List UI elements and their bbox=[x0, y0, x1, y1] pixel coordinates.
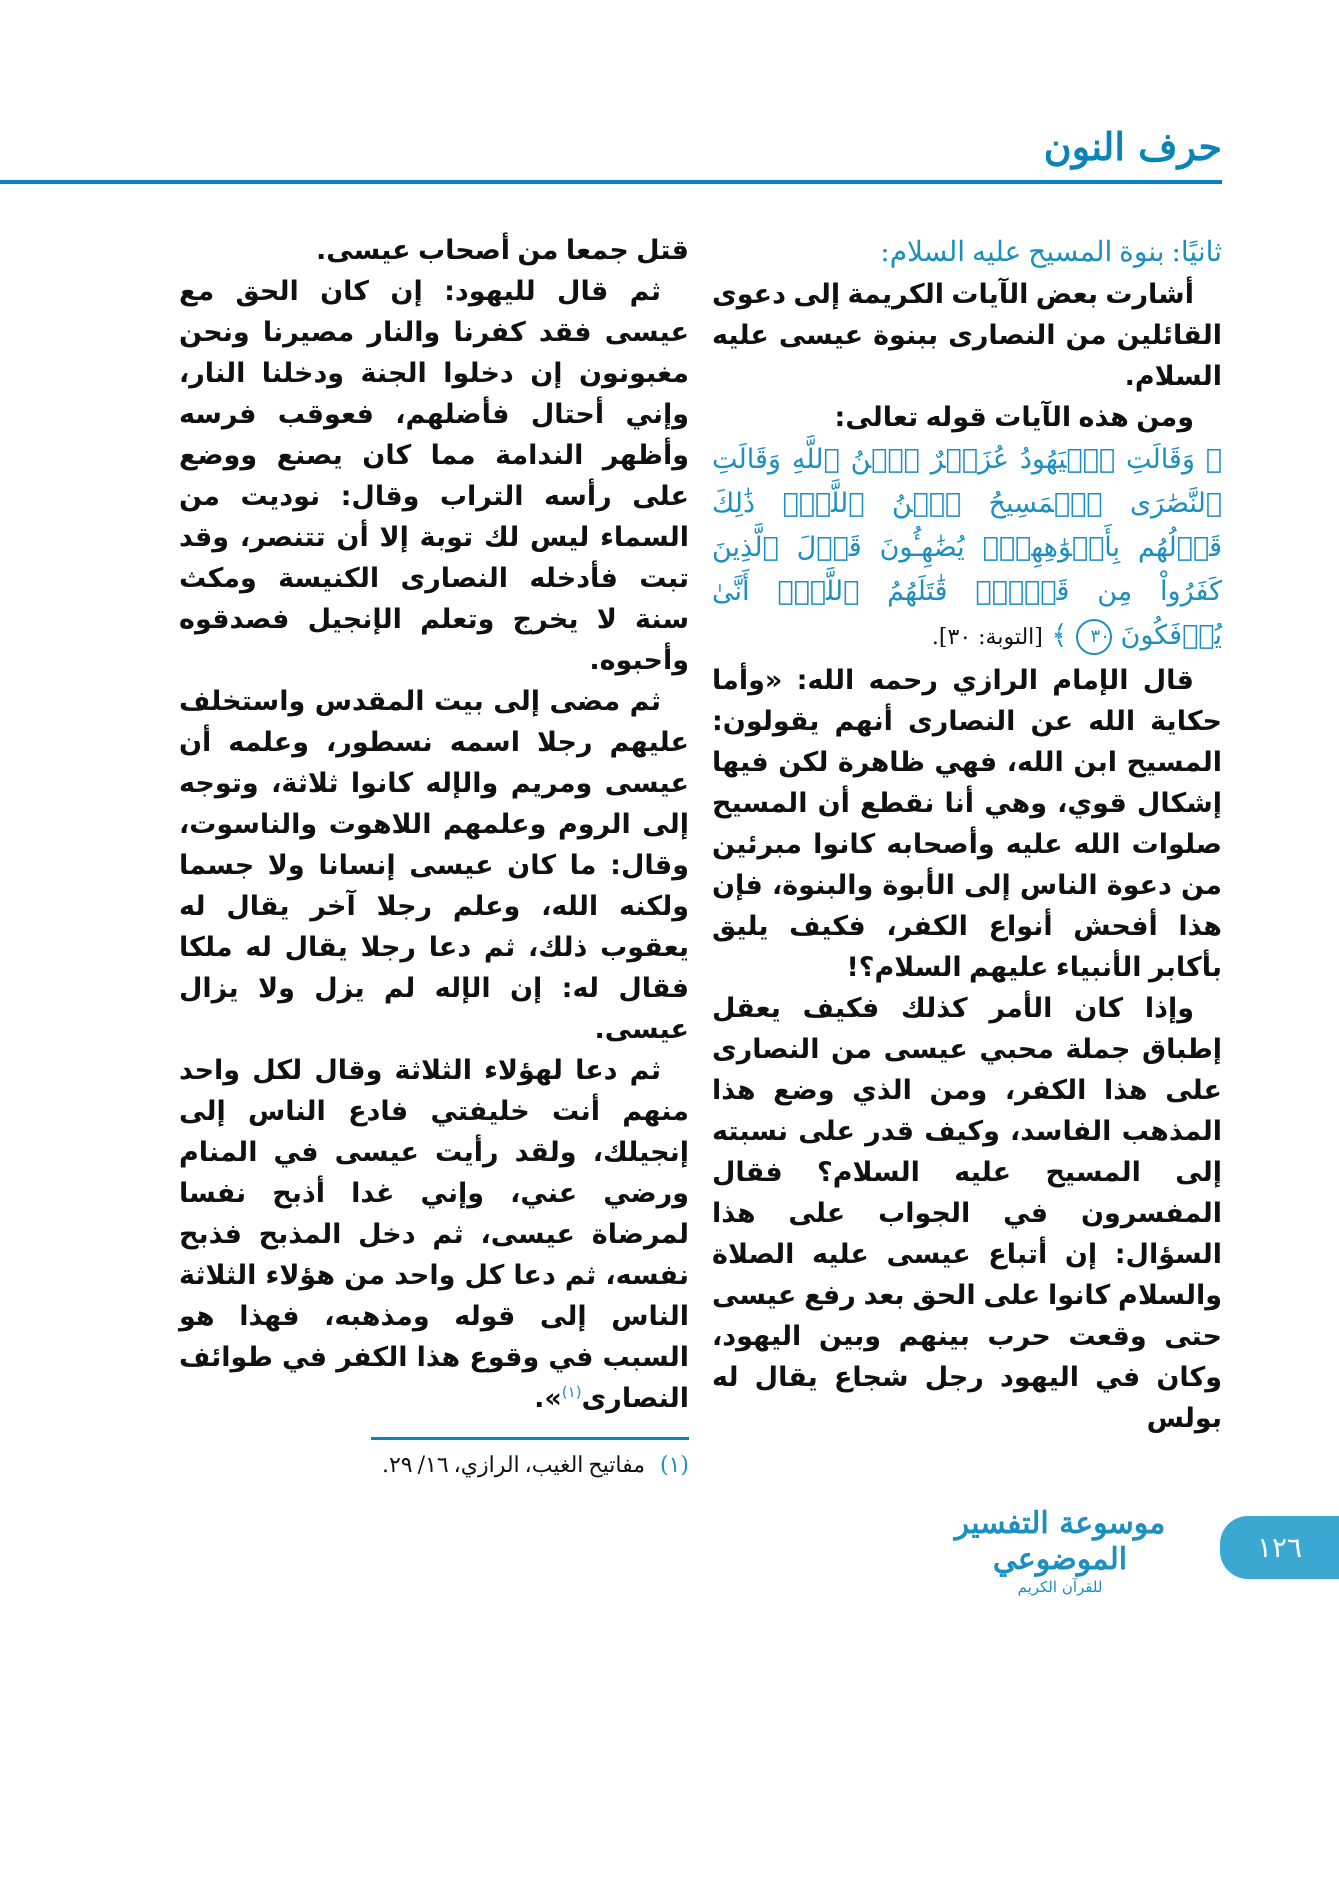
paragraph: ثم قال لليهود: إن كان الحق مع عيسى فقد كفرنا والنار مصيرنا ونحن مغبونون إن دخلوا الجنة ودخلنا النار، وإني أحتال فأضلهم، فعوقب فرسه وأظهر الندامة مما كان يصنع ووضع على رأسه التراب وقال: نوديت من السماء ليس لك توبة إلا أن تتنصر، وقد تبت فأدخله النصارى الكنيسة ومكث سنة لا يخرج وتعلم الإنجيل فصدقوه وأحبوه. bbox=[179, 276, 689, 676]
paragraph bbox=[179, 1050, 689, 1419]
paragraph-end: ». bbox=[534, 1383, 562, 1414]
paragraph: ومن هذه الآيات قوله تعالى: bbox=[834, 402, 1194, 433]
right-column bbox=[712, 230, 1222, 1439]
chapter-title: حرف النون bbox=[1043, 124, 1222, 169]
verse-close-ornament-icon: ﴾ bbox=[1051, 620, 1068, 651]
paragraph: قال الإمام الرازي رحمه الله: «وأما حكاية الله عن النصارى أنهم يقولون: المسيح ابن الله، فهي ظاهرة لكن فيها إشكال قوي، وهي أنا نقطع أن المسيح صلوات الله عليه وأصحابه كانوا مبرئين من دعوة الناس إلى الأبوة والبنوة، فإن هذا أفحش أنواع الكفر، فكيف يليق بأكابر الأنبياء عليهم السلام؟! bbox=[712, 665, 1222, 983]
left-column bbox=[179, 230, 689, 1482]
footnote-divider bbox=[371, 1437, 689, 1440]
footnote-reference-link[interactable]: (١) bbox=[561, 1383, 582, 1401]
footnote-area bbox=[179, 1437, 689, 1482]
section-subheading: ثانيًا: بنوة المسيح عليه السلام: bbox=[880, 235, 1222, 268]
footnote-number: (١) bbox=[659, 1453, 689, 1478]
logo-title: موسوعة التفسير الموضوعي bbox=[954, 1506, 1166, 1577]
paragraph: أشارت بعض الآيات الكريمة إلى دعوى القائلين من النصارى ببنوة عيسى عليه السلام. bbox=[712, 279, 1222, 392]
verse-text: وَقَالَتِ ٱلۡيَهُودُ عُزَيۡرٌ ٱبۡنُ ٱللَّهِ وَقَالَتِ ٱلنَّصَٰرَى ٱلۡمَسِيحُ ٱبۡنُ ٱللَّهِۖ ذَٰلِكَ قَوۡلُهُم بِأَفۡوَٰهِهِمۡۖ يُضَٰهِـُٔونَ قَوۡلَ ٱلَّذِينَ كَفَرُواْ مِن قَبۡلُۚ قَٰتَلَهُمُ ٱللَّهُۖ أَنَّىٰ يُؤۡفَكُونَ bbox=[712, 444, 1222, 651]
page-number: ١٢٦ bbox=[1256, 1531, 1303, 1564]
footnote bbox=[179, 1450, 689, 1482]
verse-number-medallion: ٣٠ bbox=[1076, 619, 1112, 655]
paragraph: قتل جمعا من أصحاب عيسى. bbox=[316, 235, 689, 266]
verse-reference: [التوبة: ٣٠]. bbox=[931, 625, 1043, 650]
page-number-badge bbox=[1220, 1516, 1339, 1579]
page-header bbox=[0, 0, 1339, 230]
page-footer bbox=[0, 1506, 1339, 1616]
header-divider bbox=[0, 180, 1222, 184]
quran-verse bbox=[712, 438, 1222, 660]
encyclopedia-logo bbox=[935, 1506, 1185, 1596]
paragraph: وإذا كان الأمر كذلك فكيف يعقل إطباق جملة محبي عيسى من النصارى على هذا الكفر، ومن الذي وضع هذا المذهب الفاسد، وكيف قدر على نسبته إلى المسيح عليه السلام؟ فقال المفسرون في الجواب على هذا السؤال: إن أتباع عيسى عليه الصلاة والسلام كانوا على الحق بعد رفع عيسى حتى وقعت حرب بينهم وبين اليهود، وكان في اليهود رجل شجاع يقال له بولس bbox=[712, 993, 1222, 1434]
footnote-text: مفاتيح الغيب، الرازي، ١٦/ ٢٩. bbox=[381, 1453, 645, 1478]
verse-open-ornament-icon: ﴿ bbox=[1205, 444, 1222, 475]
text-columns bbox=[0, 230, 1339, 1482]
paragraph-text: ثم دعا لهؤلاء الثلاثة وقال لكل واحد منهم أنت خليفتي فادع الناس إلى إنجيلك، ولقد رأيت عيسى في المنام ورضي عني، وإني غدا أذبح نفسا لمرضاة عيسى، ثم دخل المذبح فذبح نفسه، ثم دعا كل واحد من هؤلاء الثلاثة الناس إلى قوله ومذهبه، فهذا هو السبب في وقوع هذا الكفر في طوائف النصارى bbox=[179, 1055, 689, 1414]
logo-subtitle: للقرآن الكريم bbox=[1017, 1578, 1103, 1596]
paragraph: ثم مضى إلى بيت المقدس واستخلف عليهم رجلا اسمه نسطور، وعلمه أن عيسى ومريم والإله كانوا ثلاثة، وتوجه إلى الروم وعلمهم اللاهوت والناسوت، وقال: ما كان عيسى إنسانا ولا جسما ولكنه الله، وعلم رجلا آخر يقال له يعقوب ذلك، ثم دعا رجلا يقال له ملكا فقال له: إن الإله لم يزل ولا يزال عيسى. bbox=[179, 686, 689, 1045]
